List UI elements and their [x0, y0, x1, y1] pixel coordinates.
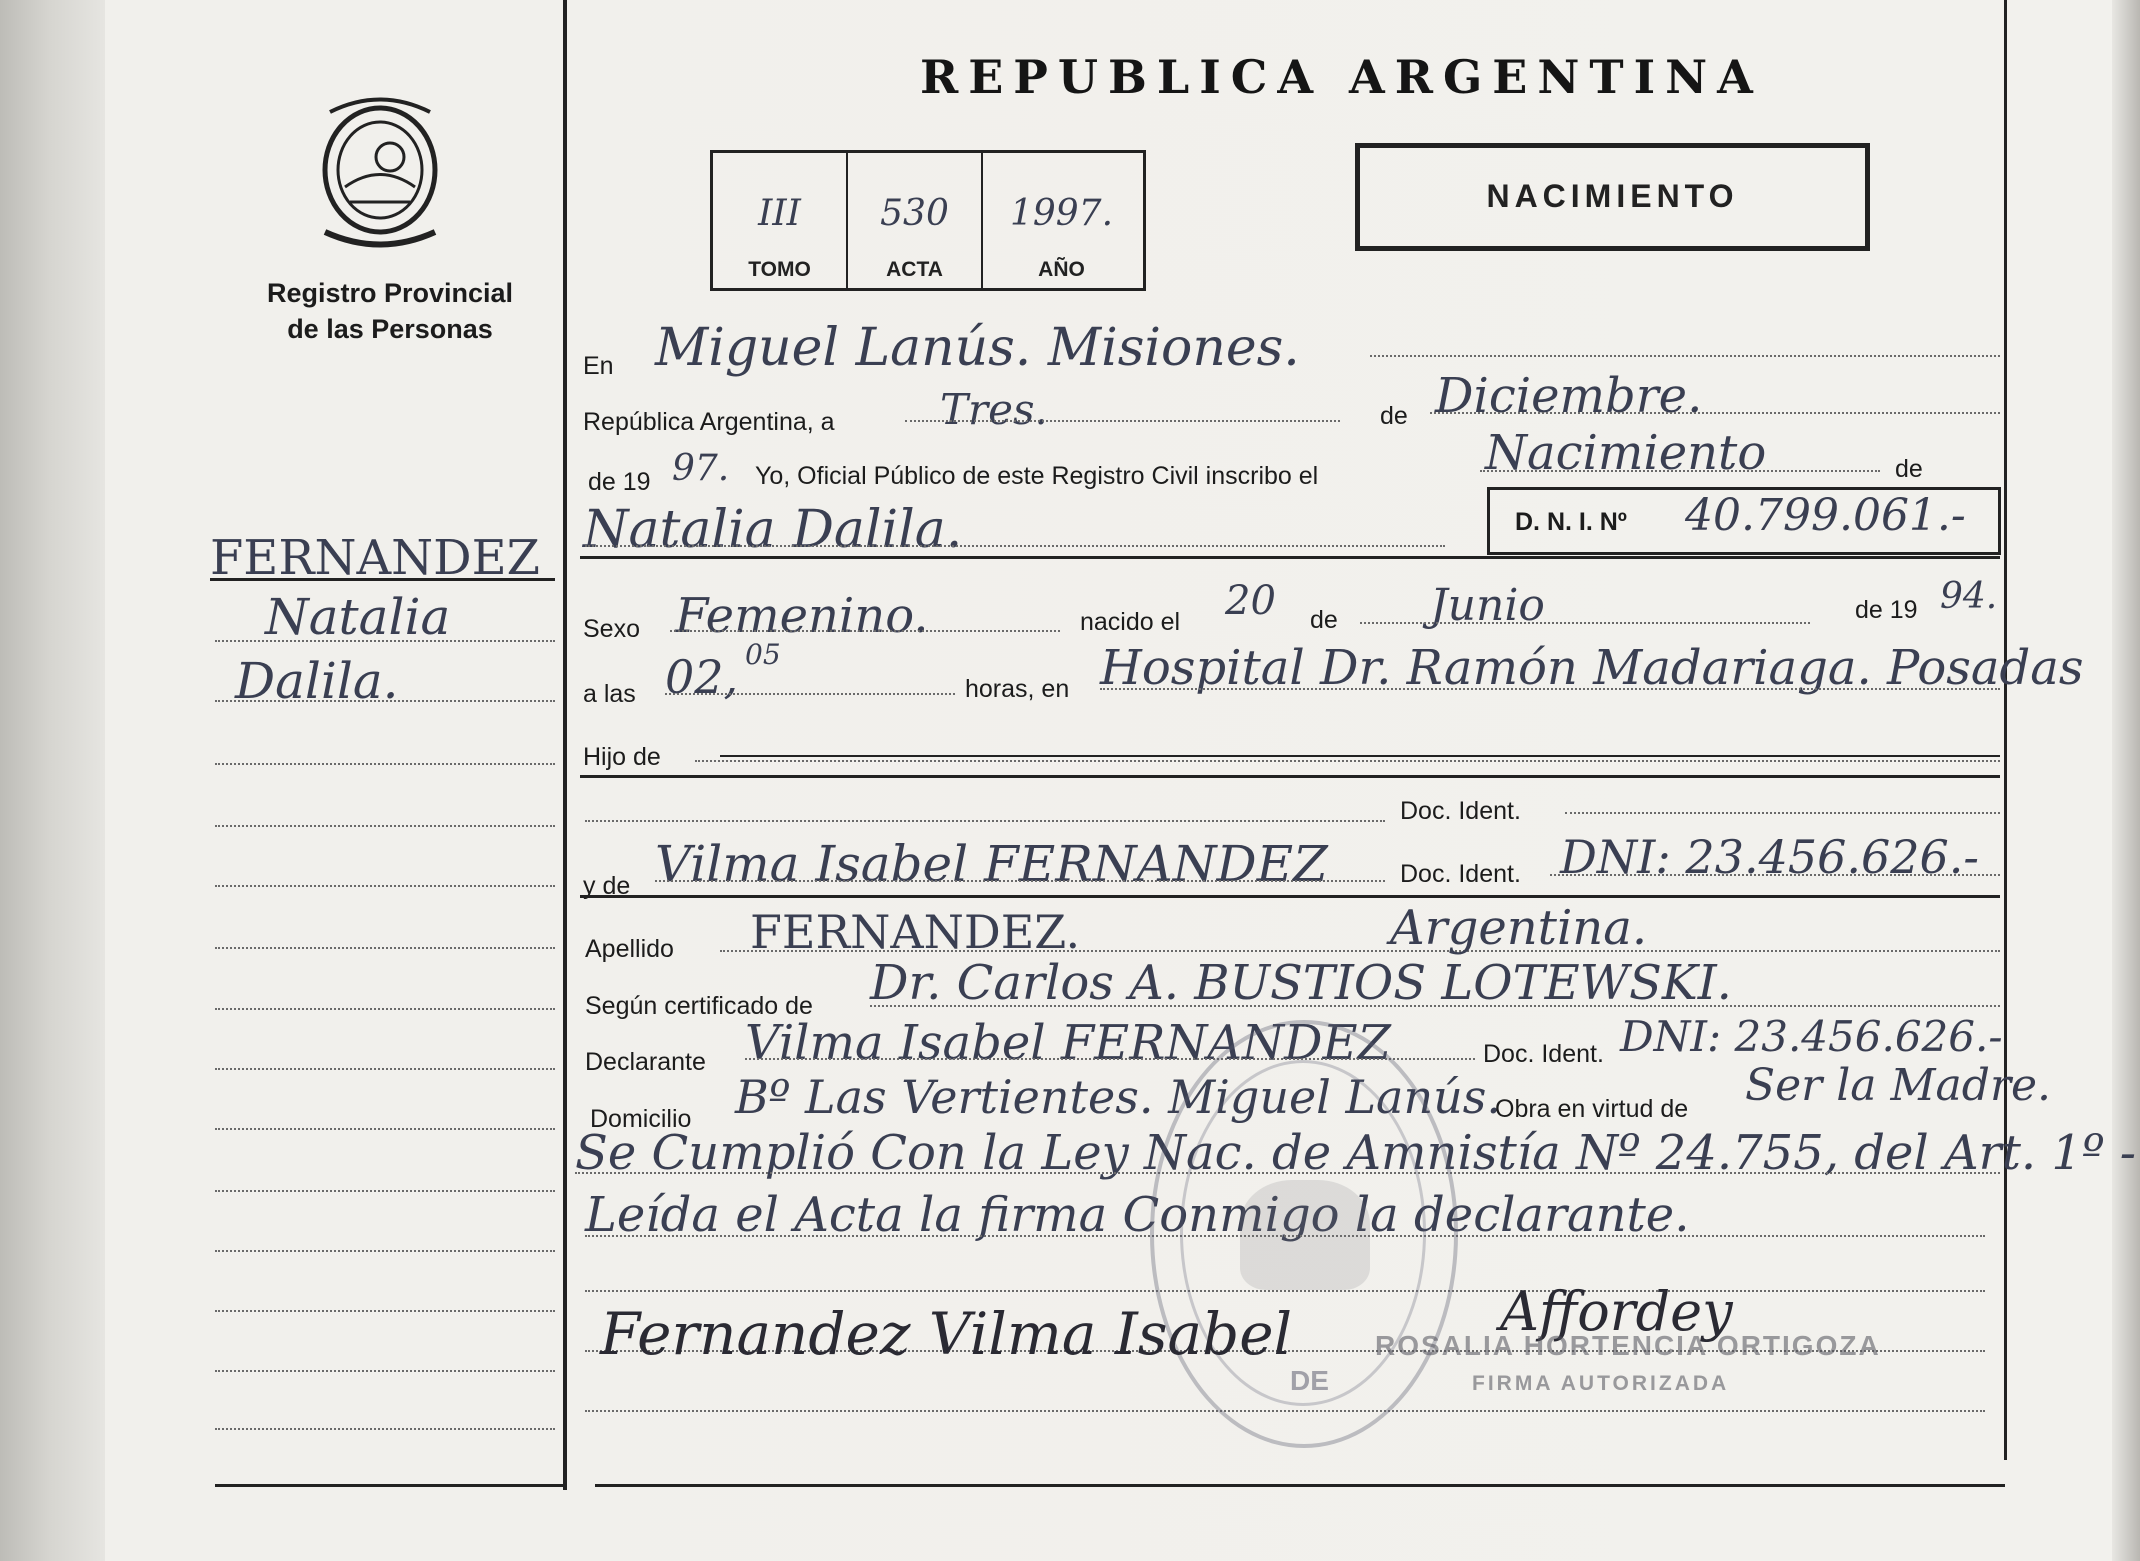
act-value: Nacimiento	[1485, 425, 1767, 481]
margin-bottom-rule	[215, 1484, 565, 1487]
year-value: 97.	[672, 448, 730, 489]
stamp-emblem	[1240, 1180, 1370, 1290]
page-title: REPUBLICA ARGENTINA	[920, 50, 1763, 104]
margin-name1: Natalia	[265, 588, 451, 646]
birth-year-value: 94.	[1940, 576, 1998, 617]
alas-label: a las	[583, 680, 636, 708]
field-line	[1100, 688, 2000, 690]
margin-surname: FERNANDEZ	[210, 530, 541, 586]
month-value: Diciembre.	[1435, 368, 1703, 424]
ano-cell	[983, 153, 1140, 288]
margin-line	[215, 1428, 555, 1430]
margin-line	[215, 1370, 555, 1372]
ano-label: AÑO	[1038, 258, 1085, 281]
field-line	[585, 820, 1385, 822]
acta-label: ACTA	[886, 258, 943, 281]
doc1-label: Doc. Ident.	[1400, 797, 1521, 825]
yo-label: Yo, Oficial Público de este Registro Civil inscribo el	[755, 462, 1319, 490]
tomo-label: TOMO	[748, 258, 811, 281]
margin-line	[215, 700, 555, 702]
apellido-label: Apellido	[585, 935, 674, 963]
record-box	[710, 150, 1146, 291]
segun-label: Según certificado de	[585, 992, 813, 1020]
field-line	[655, 880, 1385, 882]
margin-line	[215, 1068, 555, 1070]
mother-doc-value: DNI: 23.456.626.-	[1560, 830, 1979, 884]
dni-value: 40.799.061.-	[1685, 490, 1966, 541]
acta-cell	[848, 153, 983, 288]
hour-value: 02,	[665, 650, 739, 704]
field-line	[1565, 812, 2000, 814]
yde-label: y de	[583, 872, 631, 900]
doc3-label: Doc. Ident.	[1483, 1040, 1604, 1068]
section-rule	[580, 556, 2000, 559]
acta-value: 530	[880, 193, 949, 234]
bottom-rule	[595, 1484, 2005, 1487]
field-line	[695, 760, 2000, 762]
section-rule	[580, 895, 2000, 898]
address-value: Bº Las Vertientes. Miguel Lanús.	[735, 1070, 1501, 1124]
sex-value: Femenino.	[675, 588, 929, 644]
margin-line	[215, 825, 555, 827]
right-border	[2004, 0, 2007, 1460]
margin-line	[215, 1190, 555, 1192]
field-line	[905, 420, 1340, 422]
declarante-label: Declarante	[585, 1048, 706, 1076]
record-type: NACIMIENTO	[1486, 178, 1739, 214]
tomo-value: III	[758, 193, 801, 234]
day-value: Tres.	[940, 385, 1048, 434]
margin-name2: Dalila.	[235, 652, 399, 710]
declarant-doc-value: DNI: 23.456.626.-	[1620, 1012, 2003, 1061]
margin-line	[215, 1008, 555, 1010]
margin-line	[215, 640, 555, 642]
official-role: FIRMA AUTORIZADA	[1472, 1372, 1730, 1395]
registry-name	[240, 275, 540, 347]
tomo-cell	[713, 153, 848, 288]
relation-value: Ser la Madre.	[1745, 1060, 2052, 1111]
field-line	[1480, 470, 1880, 472]
hijo-label: Hijo de	[583, 743, 661, 771]
field-line	[1430, 412, 2000, 414]
field-line	[1370, 355, 2000, 357]
official-name: ROSALIA HORTENCIA ORTIGOZA	[1375, 1330, 1881, 1361]
section-rule	[580, 775, 2000, 778]
record-type-box	[1355, 143, 1870, 251]
registry-line1: Registro Provincial	[266, 278, 514, 308]
margin-line	[215, 1128, 555, 1130]
province-seal-icon	[310, 92, 450, 252]
field-line	[665, 693, 955, 695]
de4-label: de	[1310, 606, 1338, 634]
de3-label: de	[1895, 455, 1923, 483]
note-line2: Leída el Acta la firma Conmigo la declarante.	[585, 1187, 1690, 1243]
margin-rule	[210, 578, 555, 581]
field-line	[1360, 622, 1810, 624]
page-edge	[2112, 0, 2140, 1561]
en-label: En	[583, 352, 614, 380]
margin-line	[215, 885, 555, 887]
surname-value: FERNANDEZ.	[750, 905, 1081, 959]
declarant-signature: Fernandez Vilma Isabel	[600, 1300, 1293, 1368]
de1-label: de	[1380, 402, 1408, 430]
field-line	[585, 545, 1445, 547]
sexo-label: Sexo	[583, 615, 640, 643]
certificate-value: Dr. Carlos A. BUSTIOS LOTEWSKI.	[870, 955, 1732, 1011]
column-divider	[563, 0, 567, 1490]
declarant-value: Vilma Isabel FERNANDEZ	[745, 1015, 1391, 1071]
book-spine	[0, 0, 105, 1561]
full-name-value: Natalia Dalila.	[583, 500, 963, 560]
registry-line2: de las Personas	[287, 314, 493, 344]
horas-label: horas, en	[965, 675, 1070, 703]
margin-line	[215, 1250, 555, 1252]
mother-value: Vilma Isabel FERNANDEZ	[655, 835, 1328, 893]
margin-line	[215, 763, 555, 765]
stamp-text: DE	[1290, 1365, 1329, 1396]
official-signature: Affordey	[1500, 1280, 1733, 1343]
domicilio-label: Domicilio	[590, 1105, 692, 1133]
birth-place-value: Hospital Dr. Ramón Madariaga. Posadas	[1100, 640, 2084, 696]
nationality-value: Argentina.	[1390, 900, 1648, 956]
rep-label: República Argentina, a	[583, 408, 835, 436]
dni-label: D. N. I. Nº	[1515, 508, 1627, 536]
doc2-label: Doc. Ident.	[1400, 860, 1521, 888]
nacido-label: nacido el	[1080, 608, 1181, 636]
field-stroke	[720, 755, 2000, 757]
margin-line	[215, 947, 555, 949]
margin-line	[215, 1310, 555, 1312]
field-line	[870, 1005, 2000, 1007]
field-line	[670, 630, 1060, 632]
field-line	[720, 950, 2000, 952]
field-line	[1550, 874, 2000, 876]
de2-label: de 19	[588, 468, 651, 496]
birth-day-value: 20	[1225, 578, 1276, 624]
dni-box	[1487, 487, 2001, 555]
note-line1: Se Cumplió Con la Ley Nac. de Amnistía Nº 24.755, del Art. 1º -	[575, 1125, 2137, 1181]
minute-value: 05	[745, 638, 781, 671]
en-value: Miguel Lanús. Misiones.	[655, 318, 1300, 378]
obra-label: Obra en virtud de	[1495, 1095, 1689, 1123]
de5-label: de 19	[1855, 596, 1918, 624]
ano-value: 1997.	[1009, 193, 1114, 234]
birth-month-value: Junio	[1430, 580, 1545, 631]
